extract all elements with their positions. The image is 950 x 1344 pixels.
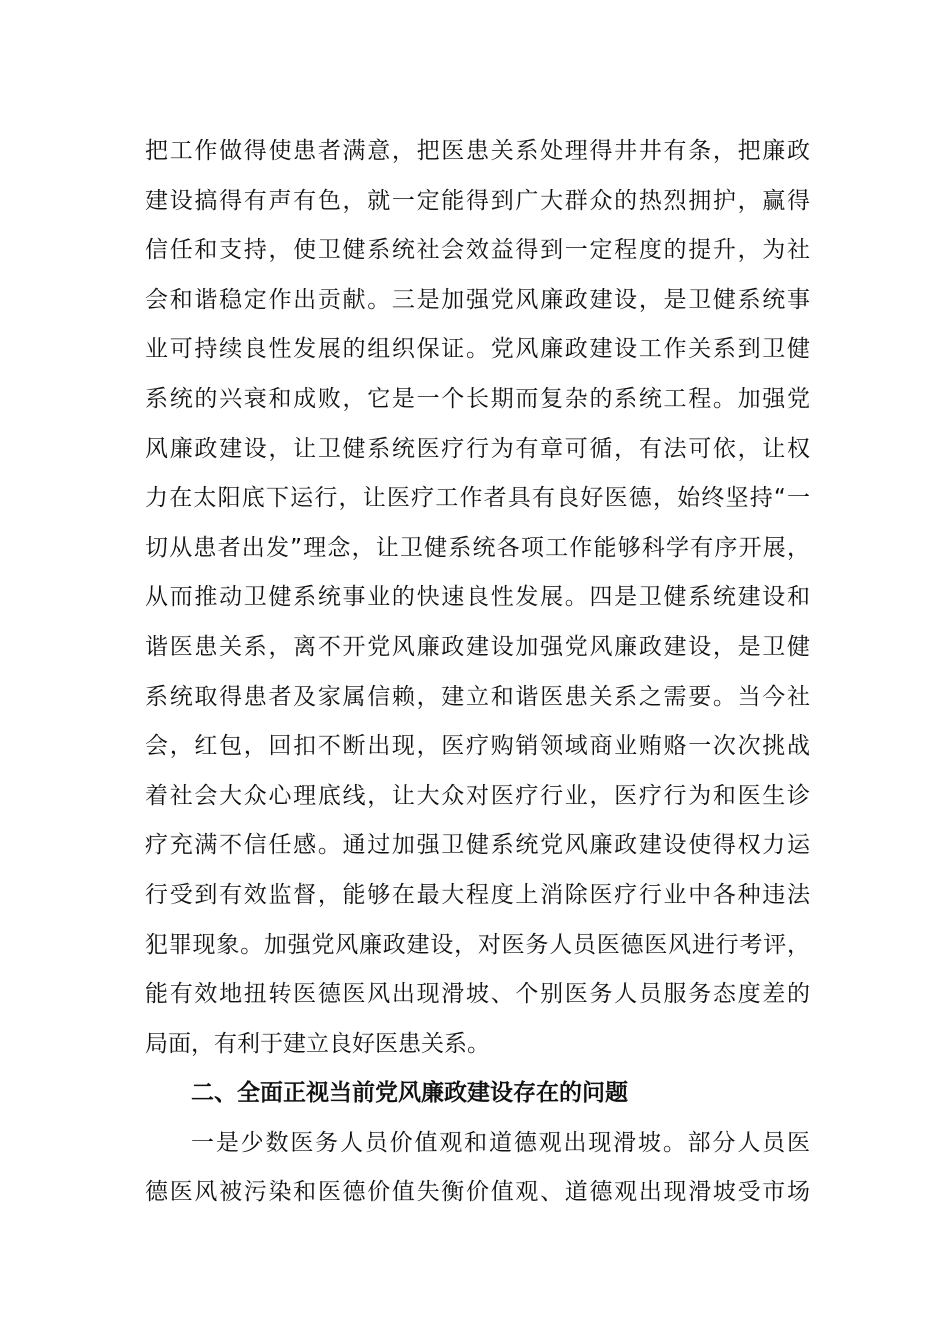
section-heading: 二、全面正视当前党风廉政建设存在的问题 bbox=[191, 1080, 628, 1107]
text-line: 信任和支持，使卫健系统社会效益得到一定程度的提升，为社 bbox=[145, 237, 810, 264]
text-line: 风廉政建设，让卫健系统医疗行为有章可循，有法可依，让权 bbox=[145, 435, 810, 462]
paragraph-2 bbox=[145, 1119, 810, 1218]
text-line: 能有效地扭转医德医风出现滑坡、个别医务人员服务态度差的 bbox=[145, 981, 810, 1008]
text-line: 着社会大众心理底线，让大众对医疗行业，医疗行为和医生诊 bbox=[145, 782, 810, 809]
text-line: 从而推动卫健系统事业的快速良性发展。四是卫健系统建设和 bbox=[145, 584, 810, 611]
text-line: 系统取得患者及家属信赖，建立和谐医患关系之需要。当今社 bbox=[145, 683, 810, 710]
text-line: 切从患者出发”理念，让卫健系统各项工作能够科学有序开展， bbox=[145, 534, 810, 561]
text-line: 德医风被污染和医德价值失衡价值观、道德观出现滑坡受市场 bbox=[145, 1179, 810, 1206]
text-line: 犯罪现象。加强党风廉政建设，对医务人员医德医风进行考评， bbox=[145, 931, 810, 958]
text-line: 业可持续良性发展的组织保证。党风廉政建设工作关系到卫健 bbox=[145, 336, 810, 363]
text-line: 一是少数医务人员价值观和道德观出现滑坡。部分人员医 bbox=[191, 1129, 810, 1156]
text-line: 会和谐稳定作出贡献。三是加强党风廉政建设，是卫健系统事 bbox=[145, 286, 810, 313]
text-line: 力在太阳底下运行，让医疗工作者具有良好医德，始终坚持“一 bbox=[145, 485, 810, 512]
text-line: 系统的兴衰和成败，它是一个长期而复杂的系统工程。加强党 bbox=[145, 385, 810, 412]
body-text bbox=[145, 127, 810, 1218]
text-line: 局面，有利于建立良好医患关系。 bbox=[145, 1030, 490, 1057]
text-line: 会，红包，回扣不断出现，医疗购销领域商业贿赂一次次挑战 bbox=[145, 733, 810, 760]
paragraph-1 bbox=[145, 127, 810, 1069]
text-line: 建设搞得有声有色，就一定能得到广大群众的热烈拥护，赢得 bbox=[145, 187, 810, 214]
text-line: 谐医患关系，离不开党风廉政建设加强党风廉政建设，是卫健 bbox=[145, 633, 810, 660]
text-line: 行受到有效监督，能够在最大程度上消除医疗行业中各种违法 bbox=[145, 881, 810, 908]
text-line: 把工作做得使患者满意，把医患关系处理得井井有条，把廉政 bbox=[145, 138, 810, 164]
text-line: 疗充满不信任感。通过加强卫健系统党风廉政建设使得权力运 bbox=[145, 832, 810, 859]
